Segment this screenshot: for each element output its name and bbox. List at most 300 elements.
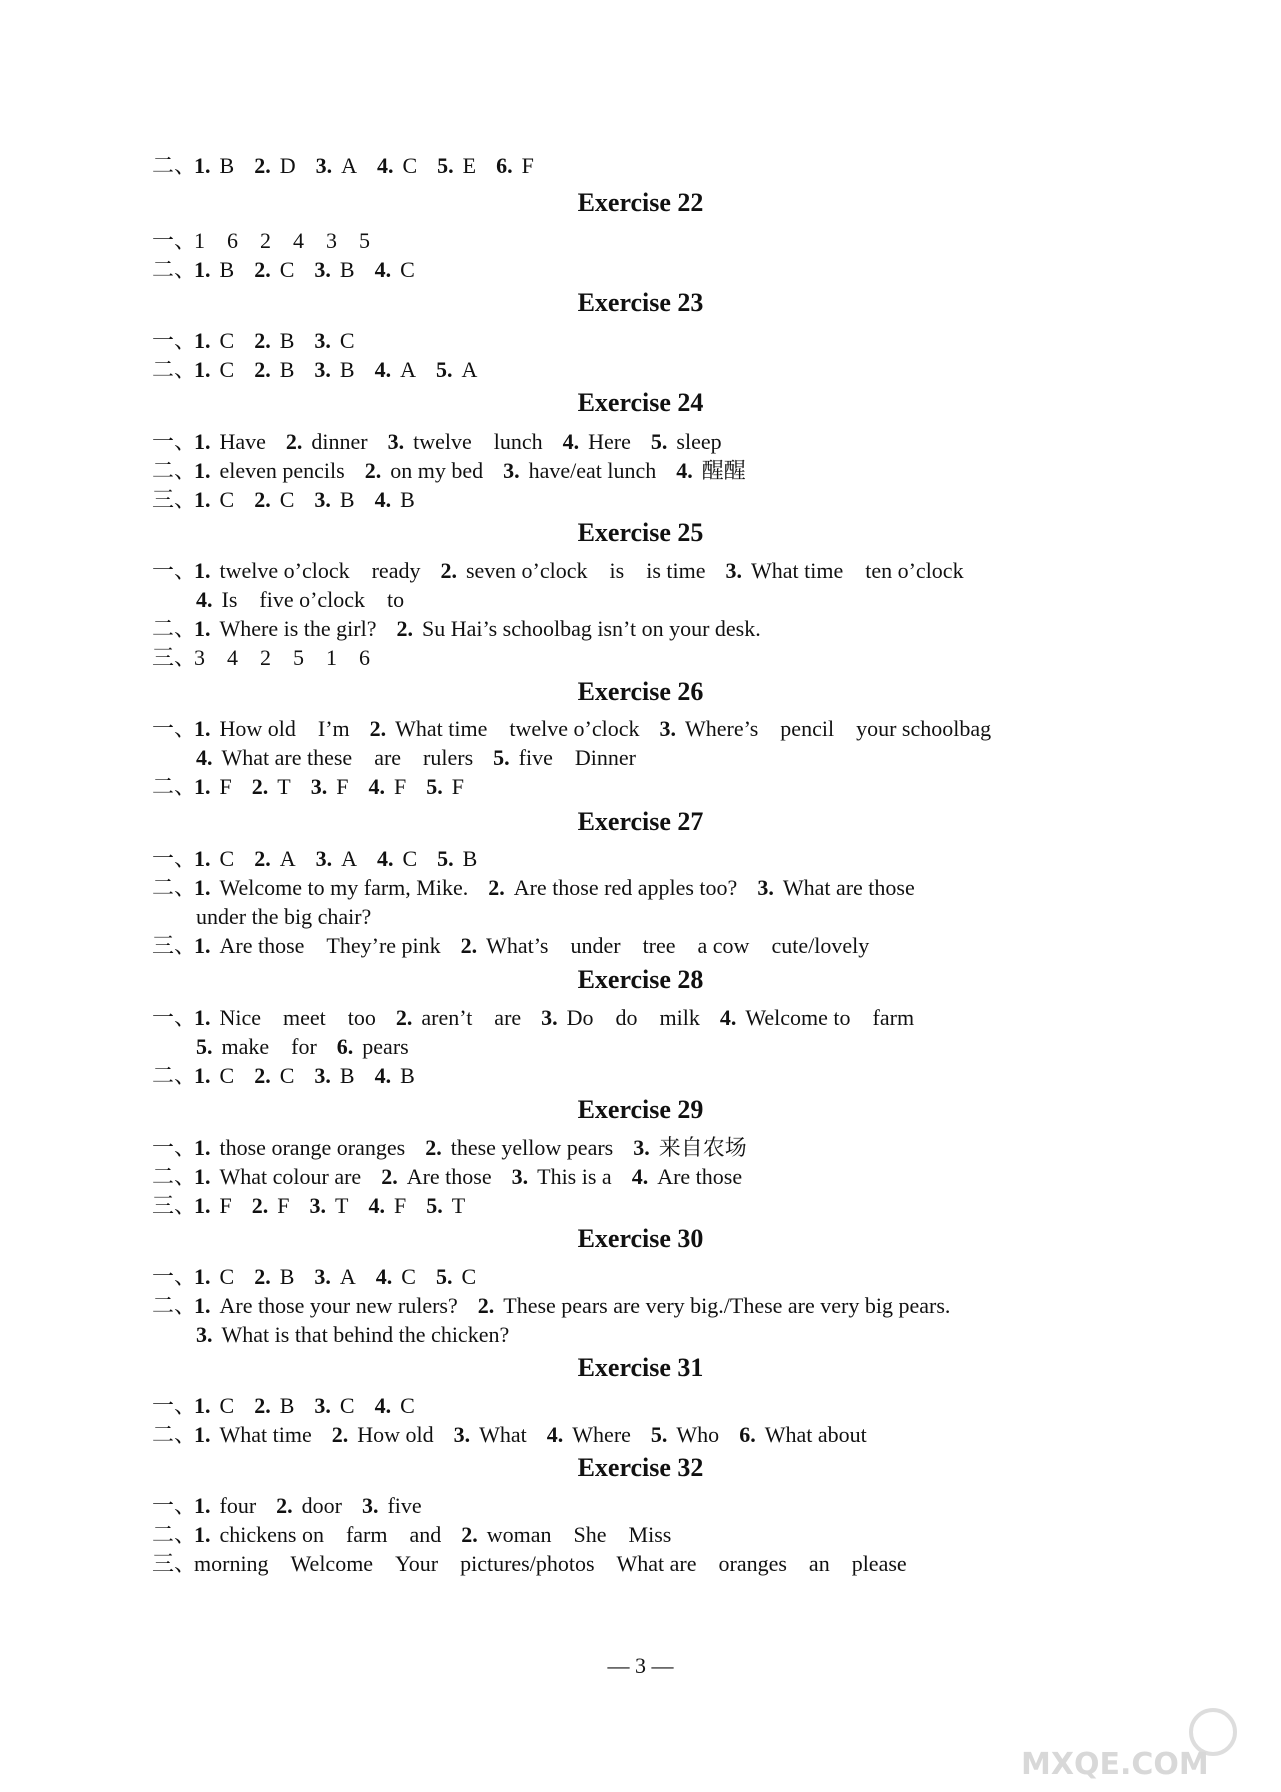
answer-text: twelve o’clock ready (219, 558, 421, 583)
question-number: 3. (314, 357, 331, 382)
answer-item (370, 715, 640, 743)
answer-item (194, 486, 234, 514)
answer-text: Who (676, 1422, 720, 1447)
question-number: 2. (254, 328, 271, 353)
answer-text: make for (221, 1034, 317, 1059)
answer-text: C (400, 1393, 415, 1418)
question-number: 2. (254, 846, 271, 871)
answer-text: C (339, 328, 355, 353)
answer-item (440, 557, 705, 585)
question-number: 1. (194, 1493, 211, 1518)
answer-item (254, 356, 294, 384)
answer-text: A (341, 153, 357, 178)
answer-text: A (341, 846, 357, 871)
answer-text: B (279, 1393, 295, 1418)
answer-text: Are those They’re pink (219, 933, 441, 958)
answer-text: C (279, 257, 295, 282)
question-number: 4. (196, 587, 213, 612)
answer-text: B (339, 257, 355, 282)
answer-item (194, 1163, 361, 1191)
answer-text: Here (588, 429, 631, 454)
question-number: 2. (285, 429, 303, 454)
question-number: 2. (488, 875, 505, 900)
answer-text: C (400, 257, 415, 282)
answer-item (478, 1292, 951, 1320)
answer-item (332, 1421, 434, 1449)
answer-item (396, 1004, 521, 1032)
answer-text: C (219, 1063, 235, 1088)
answer-text: A (339, 1264, 356, 1289)
answer-item (375, 1392, 415, 1420)
answer-text: 1 6 2 4 3 5 (194, 228, 371, 253)
answer-text: B (339, 1063, 355, 1088)
answer-items (194, 256, 435, 284)
question-number: 1. (194, 429, 211, 454)
answer-text: morning Welcome Your pictures/photos What are oranges an please (194, 1551, 907, 1576)
section-label: 三、 (152, 1551, 197, 1576)
question-number: 3. (314, 1393, 331, 1418)
question-number: 5. (650, 1422, 668, 1447)
question-number: 3. (633, 1135, 650, 1160)
answer-item (194, 932, 441, 960)
answer-item (254, 1263, 294, 1291)
answer-text: C (402, 153, 418, 178)
section-label: 二、 (152, 616, 197, 641)
section-label: 二、 (152, 1293, 197, 1318)
answer-item (194, 457, 345, 485)
question-number: 1. (194, 1193, 211, 1218)
answer-item (426, 1192, 465, 1220)
question-number: 1. (194, 716, 211, 741)
question-number: 2. (381, 1164, 398, 1189)
answer-text: Are those red apples too? (513, 875, 738, 900)
question-number: 2. (276, 1493, 293, 1518)
question-number: 3. (309, 1193, 326, 1218)
answer-items (194, 227, 390, 255)
section-label: 三、 (152, 933, 197, 958)
exercise-title: Exercise 24 (577, 388, 704, 417)
answer-items (194, 356, 497, 384)
question-number: 4. (631, 1164, 649, 1189)
answer-items (194, 1163, 762, 1191)
exercise-title: Exercise 23 (577, 288, 704, 317)
question-number: 2. (254, 487, 271, 512)
answer-items (194, 1004, 934, 1032)
answer-text: C (279, 487, 295, 512)
answer-item (254, 486, 294, 514)
answer-item (397, 615, 761, 643)
answer-item (254, 845, 295, 873)
question-number: 2. (254, 1063, 271, 1088)
answer-items (196, 744, 656, 772)
answer-text: C (461, 1264, 477, 1289)
answer-text: C (219, 1393, 235, 1418)
answer-item (194, 1550, 907, 1578)
answer-text: aren’t are (421, 1005, 522, 1030)
answer-items (196, 903, 391, 931)
question-number: 4. (376, 153, 394, 178)
question-number: 2. (254, 1393, 271, 1418)
section-label: 一、 (152, 1493, 197, 1518)
answer-item (276, 1492, 342, 1520)
answer-text: Are those your new rulers? (219, 1293, 458, 1318)
answer-item (194, 1292, 458, 1320)
answer-items (194, 1134, 767, 1162)
answer-text: What is that behind the chicken? (221, 1322, 510, 1347)
answer-item (676, 457, 746, 485)
answer-text: C (219, 846, 235, 871)
section-label: 二、 (152, 774, 197, 799)
answer-text: B (279, 328, 295, 353)
answer-item (194, 715, 350, 743)
question-number: 3. (725, 558, 742, 583)
section-label: 二、 (152, 1164, 197, 1189)
answer-item (757, 874, 914, 902)
answer-item (632, 1163, 742, 1191)
answer-item (381, 1163, 491, 1191)
answer-item (496, 152, 534, 180)
answer-text: sleep (676, 429, 722, 454)
exercise-title: Exercise 31 (577, 1353, 704, 1382)
answer-text: Is five o’clock to (221, 587, 405, 612)
answer-text: C (219, 1264, 235, 1289)
watermark-logo (1013, 1702, 1263, 1782)
answer-item (377, 845, 417, 873)
question-number: 6. (336, 1034, 354, 1059)
question-number: 1. (194, 1164, 211, 1189)
question-number: 1. (194, 1293, 211, 1318)
answer-text: these yellow pears (450, 1135, 614, 1160)
answer-text: five Dinner (518, 745, 636, 770)
question-number: 5. (435, 1264, 453, 1289)
question-number: 1. (194, 933, 211, 958)
question-number: 3. (314, 1063, 331, 1088)
answer-item (194, 327, 234, 355)
question-number: 5. (196, 1034, 213, 1059)
question-number: 2. (396, 616, 413, 641)
answer-text: What time (219, 1422, 312, 1447)
page-number: — 3 — (607, 1653, 674, 1678)
answer-text: Where is the girl? (219, 616, 377, 641)
answer-item (196, 744, 473, 772)
answer-text: seven o’clock is is time (465, 558, 706, 583)
answer-text: What (479, 1422, 527, 1447)
answer-item (254, 1392, 294, 1420)
answer-item (254, 327, 294, 355)
answer-text: T (451, 1193, 466, 1218)
answer-text: Welcome to farm (745, 1005, 915, 1030)
answer-text: woman She Miss (486, 1522, 672, 1547)
answer-items (194, 557, 984, 585)
question-number: 3. (196, 1322, 213, 1347)
answer-text: twelve lunch (413, 429, 543, 454)
answer-text: Are those (657, 1164, 743, 1189)
answer-items (194, 152, 554, 180)
answer-item (196, 903, 371, 931)
question-number: 5. (493, 745, 510, 770)
question-number: 3. (541, 1005, 558, 1030)
answer-item (503, 457, 656, 485)
answer-item (461, 932, 870, 960)
answer-item (437, 845, 477, 873)
answer-text: dinner (311, 429, 368, 454)
answer-items (196, 1321, 529, 1349)
question-number: 1. (194, 328, 211, 353)
answer-item (194, 227, 370, 255)
answer-item (194, 1492, 256, 1520)
answer-text: C (219, 328, 235, 353)
question-number: 3. (387, 429, 405, 454)
answer-text: five (387, 1493, 422, 1518)
question-number: 6. (739, 1422, 756, 1447)
answer-text: How old (357, 1422, 434, 1447)
answer-item (368, 1192, 406, 1220)
answer-items (194, 486, 435, 514)
question-number: 3. (503, 458, 520, 483)
answer-items (194, 932, 889, 960)
section-label: 一、 (152, 716, 197, 741)
question-number: 1. (194, 1422, 211, 1447)
answer-text: under the big chair? (196, 904, 372, 929)
answer-item (368, 773, 406, 801)
answer-item (375, 256, 415, 284)
answer-items (194, 874, 935, 902)
answer-item (314, 256, 354, 284)
exercise-title: Exercise 30 (577, 1224, 704, 1253)
section-label: 一、 (152, 328, 197, 353)
answer-item (541, 1004, 700, 1032)
question-number: 1. (194, 1135, 211, 1160)
answer-item (254, 152, 295, 180)
answer-text: This is a (537, 1164, 612, 1189)
answer-items (194, 327, 375, 355)
exercise-title: Exercise 29 (577, 1095, 704, 1124)
answer-item (512, 1163, 612, 1191)
question-number: 3. (361, 1493, 379, 1518)
answer-item (194, 845, 234, 873)
answer-text: C (219, 487, 235, 512)
question-number: 2. (461, 1522, 478, 1547)
answer-text: B (339, 357, 355, 382)
answer-text: Nice meet too (219, 1005, 376, 1030)
answer-text: B (279, 357, 295, 382)
section-label: 一、 (152, 1264, 197, 1289)
answer-text: F (451, 774, 464, 799)
answer-item (194, 773, 232, 801)
answer-items (196, 1033, 429, 1061)
answer-text: B (219, 153, 235, 178)
question-number: 3. (757, 875, 774, 900)
question-number: 2. (440, 558, 457, 583)
answer-item (194, 644, 370, 672)
answer-items (194, 1421, 887, 1449)
section-label: 二、 (152, 875, 197, 900)
question-number: 1. (194, 1393, 211, 1418)
answer-item (488, 874, 737, 902)
answer-items (194, 615, 781, 643)
answer-item (436, 1263, 476, 1291)
question-number: 1. (194, 616, 211, 641)
answer-text: F (277, 1193, 290, 1218)
question-number: 4. (375, 1264, 393, 1289)
question-number: 2. (460, 933, 478, 958)
question-number: 2. (477, 1293, 495, 1318)
answer-text: What time twelve o’clock (395, 716, 640, 741)
section-label: 一、 (152, 1135, 197, 1160)
answer-item (436, 356, 477, 384)
answer-item (254, 1062, 294, 1090)
question-number: 4. (374, 257, 392, 282)
question-number: 1. (194, 458, 211, 483)
answer-item (388, 428, 543, 456)
answer-text: C (339, 1393, 355, 1418)
answer-text: A (400, 357, 416, 382)
answer-text: those orange oranges (219, 1135, 406, 1160)
question-number: 2. (251, 1193, 269, 1218)
question-number: 2. (254, 357, 271, 382)
answer-item (194, 1521, 441, 1549)
answer-item (194, 1192, 232, 1220)
answer-item (194, 256, 234, 284)
answer-text: four (219, 1493, 257, 1518)
answer-item (314, 327, 354, 355)
question-number: 4. (368, 1193, 385, 1218)
answer-text: What time ten o’clock (750, 558, 964, 583)
question-number: 4. (374, 1063, 392, 1088)
answer-text: F (219, 774, 232, 799)
answer-text: What’s under tree a cow cute/lovely (486, 933, 870, 958)
answer-item (376, 1263, 416, 1291)
answer-item (377, 152, 417, 180)
question-number: 1. (194, 1522, 211, 1547)
question-number: 6. (496, 153, 513, 178)
answer-item (194, 1004, 376, 1032)
question-number: 4. (374, 487, 392, 512)
question-number: 5. (426, 1193, 443, 1218)
question-number: 2. (254, 153, 271, 178)
answer-text: These pears are very big./These are very big pears. (503, 1293, 951, 1318)
answer-text: 来自农场 (658, 1135, 747, 1160)
answer-items (194, 1192, 485, 1220)
question-number: 2. (331, 1422, 349, 1447)
answer-item (316, 845, 357, 873)
answer-text: Do do milk (566, 1005, 700, 1030)
answer-item (311, 773, 349, 801)
question-number: 3. (314, 328, 331, 353)
answer-text: Have (219, 429, 266, 454)
answer-item (194, 428, 266, 456)
section-label: 二、 (152, 458, 197, 483)
answer-item (720, 1004, 914, 1032)
answer-items (194, 457, 766, 485)
question-number: 3. (511, 1164, 529, 1189)
answer-text: T (335, 1193, 349, 1218)
section-label: 二、 (152, 1522, 197, 1547)
answer-item (362, 1492, 422, 1520)
answer-item (651, 1421, 719, 1449)
question-number: 4. (376, 846, 394, 871)
answer-text: Welcome to my farm, Mike. (219, 875, 469, 900)
answer-item (194, 615, 377, 643)
answer-items (194, 1392, 435, 1420)
question-number: 3. (315, 846, 333, 871)
answer-item (194, 152, 234, 180)
question-number: 3. (453, 1422, 471, 1447)
question-number: 2. (364, 458, 382, 483)
answer-text: B (400, 1063, 415, 1088)
answer-text: have/eat lunch (528, 458, 657, 483)
answer-items (194, 1550, 927, 1578)
section-label: 一、 (152, 228, 197, 253)
answer-items (194, 715, 1011, 743)
answer-text: F (393, 1193, 407, 1218)
answer-items (194, 1292, 970, 1320)
answer-item (310, 1192, 349, 1220)
answer-item (375, 486, 415, 514)
answer-text: B (400, 487, 415, 512)
answer-item (286, 428, 368, 456)
question-number: 3. (314, 257, 331, 282)
question-number: 1. (194, 846, 211, 871)
question-number: 2. (254, 1264, 271, 1289)
exercise-title: Exercise 26 (577, 677, 704, 706)
answer-item (461, 1521, 671, 1549)
answer-text: F (336, 774, 349, 799)
answer-item (194, 1392, 234, 1420)
section-label: 一、 (152, 846, 197, 871)
question-number: 4. (196, 745, 213, 770)
answer-item (651, 428, 722, 456)
answer-text: C (401, 1264, 416, 1289)
answer-item (196, 586, 404, 614)
answer-items (194, 1263, 496, 1291)
answer-text: Su Hai’s schoolbag isn’t on your desk. (422, 616, 761, 641)
answer-items (194, 773, 484, 801)
answer-item (375, 1062, 415, 1090)
section-label: 三、 (152, 645, 197, 670)
question-number: 1. (194, 1063, 211, 1088)
question-number: 1. (194, 153, 211, 178)
answer-text: B (219, 257, 235, 282)
answer-text: Where’s pencil your schoolbag (685, 716, 992, 741)
answer-item (252, 773, 291, 801)
answer-text: 3 4 2 5 1 6 (194, 645, 371, 670)
answer-text: 醒醒 (701, 458, 746, 483)
answer-text: pears (362, 1034, 409, 1059)
question-number: 5. (437, 153, 454, 178)
answer-item (425, 1134, 613, 1162)
answer-text: B (279, 1264, 295, 1289)
answer-item (194, 1421, 312, 1449)
answer-item (633, 1134, 747, 1162)
question-number: 5. (426, 774, 443, 799)
question-number: 1. (194, 1264, 211, 1289)
answer-item (454, 1421, 527, 1449)
question-number: 2. (369, 716, 387, 741)
answer-item (739, 1421, 867, 1449)
answer-item (194, 874, 468, 902)
answer-item (314, 1062, 354, 1090)
answer-item (314, 486, 354, 514)
answer-item (196, 1321, 509, 1349)
answer-text: door (301, 1493, 342, 1518)
answer-item (314, 1392, 354, 1420)
exercise-title: Exercise 22 (577, 188, 704, 217)
exercise-title: Exercise 27 (577, 807, 704, 836)
question-number: 5. (650, 429, 668, 454)
question-number: 1. (194, 487, 211, 512)
answer-item (194, 557, 420, 585)
